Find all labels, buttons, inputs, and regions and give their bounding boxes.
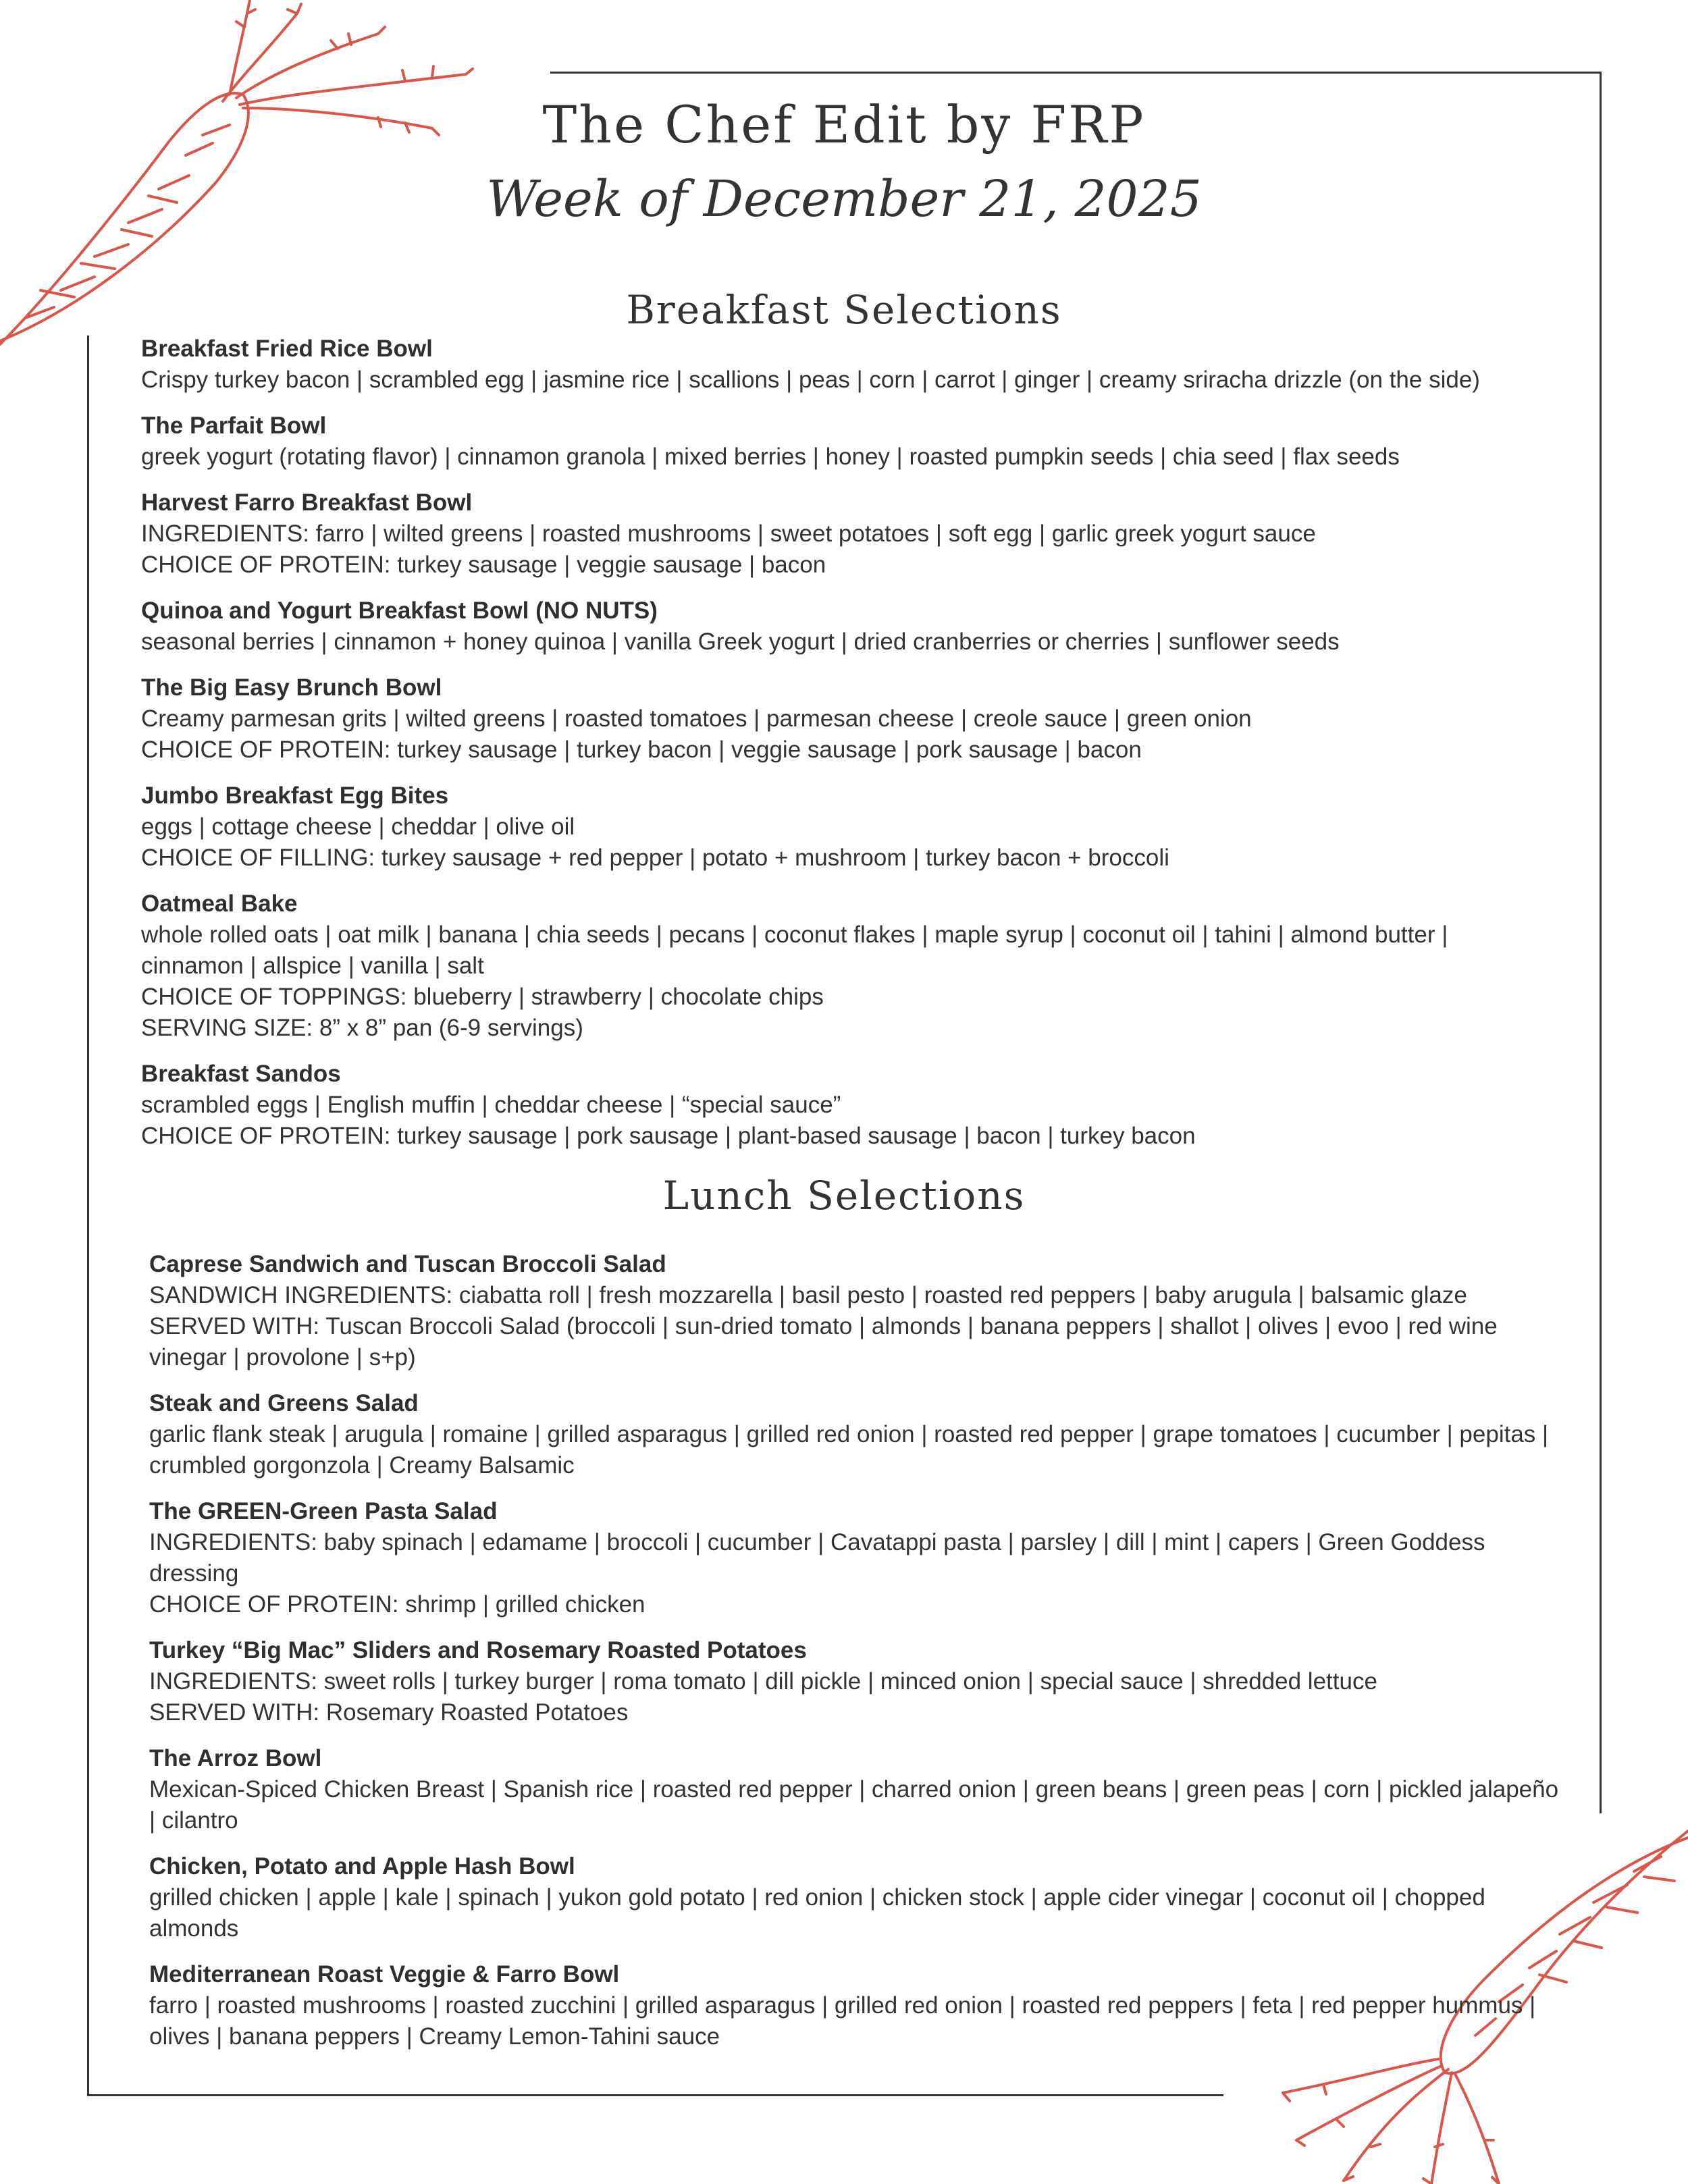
frame-right-line [1600,72,1602,1813]
breakfast-items-list [141,334,1552,1167]
menu-item-name: Turkey “Big Mac” Sliders and Rosemary Roasted Potatoes [149,1637,807,1663]
menu-item-description: greek yogurt (rotating flavor) | cinnamon granola | mixed berries | honey | roasted pumpkin seeds | chia seed | flax seeds [141,444,1400,470]
menu-item-description: Mexican-Spiced Chicken Breast | Spanish rice | roasted red pepper | charred onion | green beans | green peas | corn | pickled jalapeño | cilantro [149,1776,1559,1834]
menu-item [141,410,1552,473]
menu-item-description: CHOICE OF PROTEIN: shrimp | grilled chicken [149,1591,645,1618]
menu-item-name: Caprese Sandwich and Tuscan Broccoli Salad [149,1251,666,1277]
menu-item-description: Creamy parmesan grits | wilted greens | roasted tomatoes | parmesan cheese | creole sauce | green onion [141,705,1252,732]
menu-item-name: The Parfait Bowl [141,412,327,439]
menu-item-description: SERVED WITH: Tuscan Broccoli Salad (broccoli | sun-dried tomato | almonds | banana peppers | shallot | olives | evoo | red wine vinegar | provolone | s+p) [149,1313,1498,1370]
menu-item [141,334,1552,396]
frame-bottom-line [87,2094,1223,2096]
menu-item-description: INGREDIENTS: sweet rolls | turkey burger | roma tomato | dill pickle | minced onion | special sauce | shredded lettuce [149,1668,1377,1695]
menu-item [141,487,1552,581]
menu-item-description: eggs | cottage cheese | cheddar | olive oil [141,814,575,840]
menu-item-description: grilled chicken | apple | kale | spinach | yukon gold potato | red onion | chicken stock | apple cider vinegar | coconut oil | chopped almonds [149,1884,1485,1942]
menu-item [141,780,1552,874]
menu-item-description: INGREDIENTS: baby spinach | edamame | broccoli | cucumber | Cavatappi pasta | parsley | dill | mint | capers | Green Goddess dressing [149,1529,1485,1587]
menu-item-name: Quinoa and Yogurt Breakfast Bowl (NO NUTS) [141,597,658,624]
lunch-section-heading: Lunch Selections [662,1173,1026,1219]
menu-item [149,1851,1560,1944]
menu-item-description: SERVED WITH: Rosemary Roasted Potatoes [149,1699,629,1726]
week-subtitle: Week of December 21, 2025 [486,170,1202,228]
menu-item-name: Chicken, Potato and Apple Hash Bowl [149,1853,575,1880]
menu-item-name: The Big Easy Brunch Bowl [141,674,442,701]
menu-item [149,1743,1560,1836]
menu-item-description: SERVING SIZE: 8” x 8” pan (6-9 servings) [141,1015,583,1041]
menu-item-name: Harvest Farro Breakfast Bowl [141,489,473,516]
menu-item-description: scrambled eggs | English muffin | cheddar cheese | “special sauce” [141,1092,841,1118]
menu-item-name: Breakfast Fried Rice Bowl [141,336,433,362]
menu-item-name: Oatmeal Bake [141,890,298,917]
menu-item-description: CHOICE OF PROTEIN: turkey sausage | pork sausage | plant-based sausage | bacon | turkey bacon [141,1123,1196,1149]
menu-item-description: CHOICE OF PROTEIN: turkey sausage | veggie sausage | bacon [141,552,826,578]
menu-item-name: The GREEN-Green Pasta Salad [149,1498,498,1524]
menu-title: The Chef Edit by FRP [542,95,1146,155]
menu-item-name: Jumbo Breakfast Egg Bites [141,782,449,809]
menu-item [149,1635,1560,1728]
menu-item-description: seasonal berries | cinnamon + honey quinoa | vanilla Greek yogurt | dried cranberries or cherries | sunflower seeds [141,629,1340,655]
menu-item-description: garlic flank steak | arugula | romaine | grilled asparagus | grilled red onion | roasted red pepper | grape tomatoes | cucumber | pepitas | crumbled gorgonzola | Creamy Balsamic [149,1421,1549,1479]
menu-item-name: Mediterranean Roast Veggie & Farro Bowl [149,1961,620,1988]
menu-item-description: CHOICE OF FILLING: turkey sausage + red pepper | potato + mushroom | turkey bacon + broccoli [141,845,1169,871]
menu-item [149,1249,1560,1373]
menu-item [141,1059,1552,1152]
menu-item-description: CHOICE OF TOPPINGS: blueberry | strawberry | chocolate chips [141,984,824,1010]
menu-item [149,1388,1560,1481]
menu-item [141,888,1552,1044]
menu-item [149,1496,1560,1620]
menu-item [149,1959,1560,2052]
menu-item-description: whole rolled oats | oat milk | banana | chia seeds | pecans | coconut flakes | maple syrup | coconut oil | tahini | almond butter | cinnamon | allspice | vanilla | salt [141,922,1448,979]
menu-item-name: The Arroz Bowl [149,1745,322,1772]
menu-item-description: SANDWICH INGREDIENTS: ciabatta roll | fresh mozzarella | basil pesto | roasted red peppers | baby arugula | balsamic glaze [149,1282,1467,1308]
menu-item-name: Steak and Greens Salad [149,1390,419,1416]
menu-item-description: Crispy turkey bacon | scrambled egg | jasmine rice | scallions | peas | corn | carrot | ginger | creamy sriracha drizzle (on the side) [141,367,1480,393]
breakfast-section-heading: Breakfast Selections [626,287,1062,333]
frame-top-line [550,72,1602,74]
menu-item-name: Breakfast Sandos [141,1061,341,1087]
menu-item-description: farro | roasted mushrooms | roasted zucchini | grilled asparagus | grilled red onion | roasted red peppers | feta | red pepper hummus | olives | banana peppers | Creamy Lemon-Tahini sauce [149,1992,1536,2050]
menu-item [141,595,1552,658]
menu-item-description: CHOICE OF PROTEIN: turkey sausage | turkey bacon | veggie sausage | pork sausage | bacon [141,737,1142,763]
menu-item [141,672,1552,766]
lunch-items-list [149,1249,1560,2067]
menu-item-description: INGREDIENTS: farro | wilted greens | roasted mushrooms | sweet potatoes | soft egg | garlic greek yogurt sauce [141,521,1316,547]
